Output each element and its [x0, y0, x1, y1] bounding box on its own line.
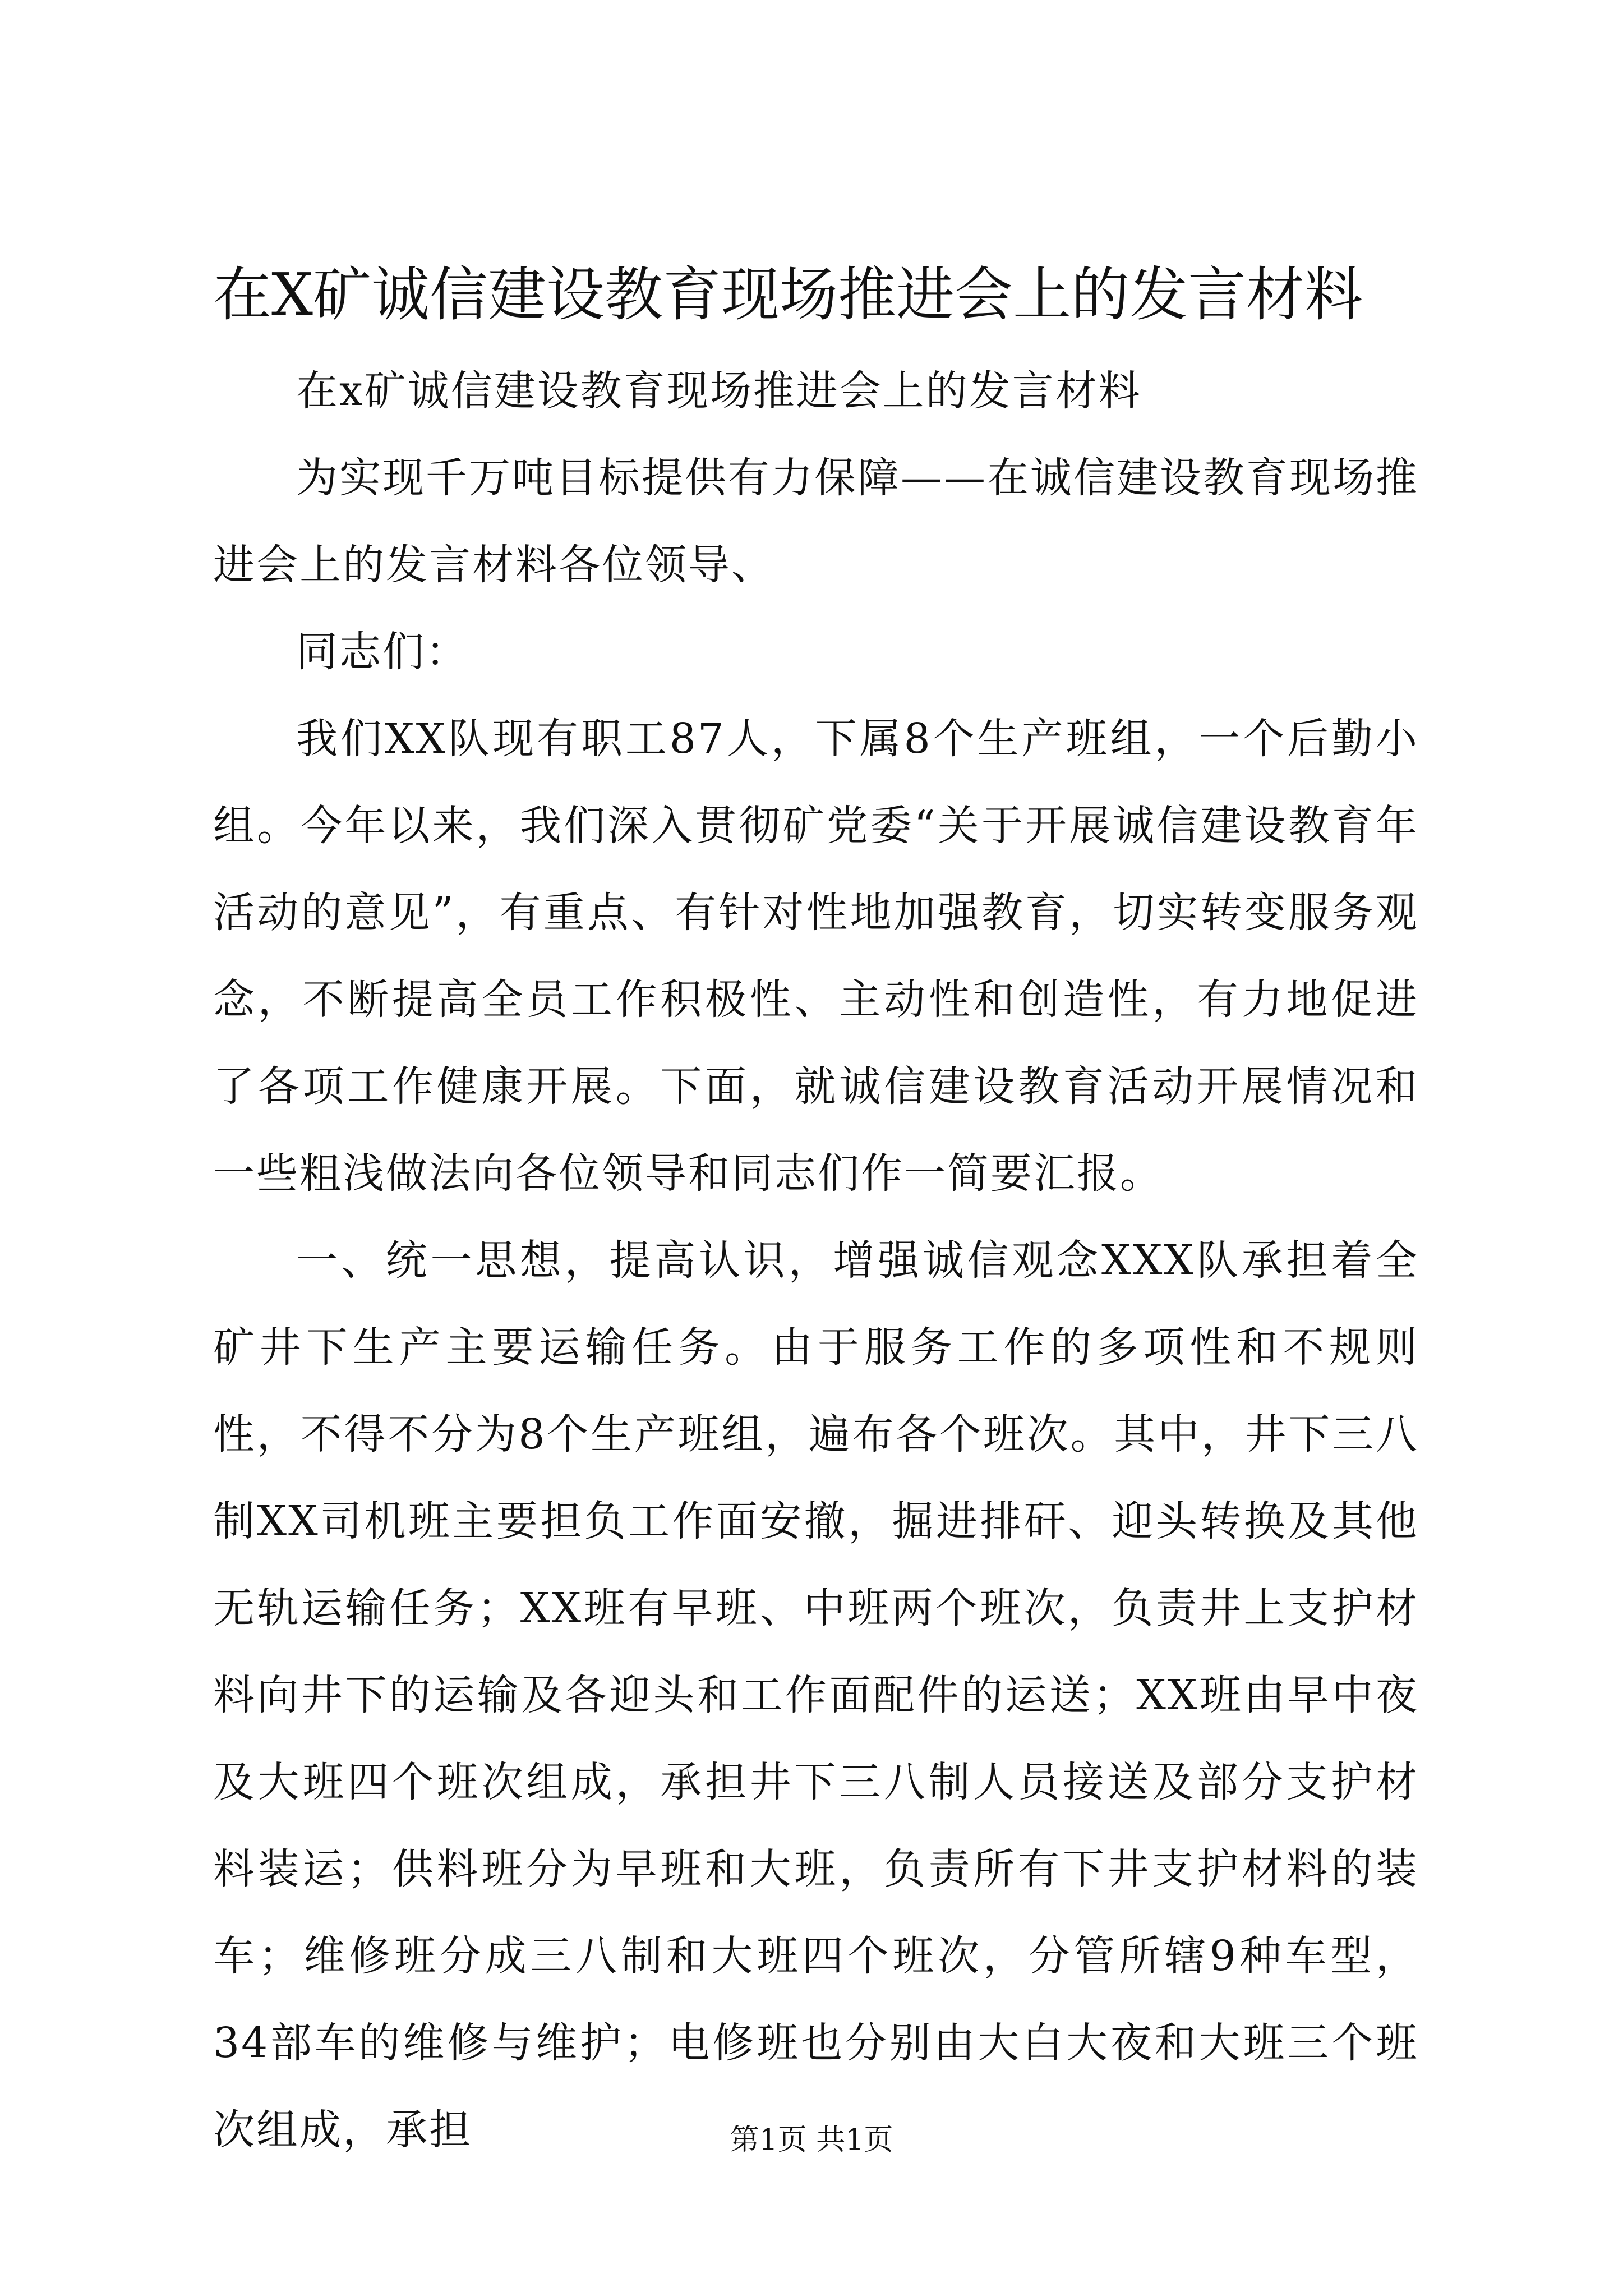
document-title: 在X矿诚信建设教育现场推进会上的发言材料 — [213, 260, 1363, 329]
paragraph-subtitle: 在x矿诚信建设教育现场推进会上的发言材料 — [296, 367, 1142, 415]
paragraph-intro: 我们XX队现有职工87人，下属8个生产班组，一个后勤小组。今年以来，我们深入贯彻矿党委“关于开展诚信建设教育年活动的意见”，有重点、有针对性地加强教育，切实转变服务观念，不断提高全员工作积极性、主动性和创造性，有力地促进了各项工作健康开展。下面，就诚信建设教育活动开展情况和一些粗浅做法向各位领导和同志们作一简要汇报。 — [213, 715, 1419, 1198]
paragraph-heading: 为实现千万吨目标提供有力保障——在诚信建设教育现场推进会上的发言材料各位领导、 — [213, 454, 1419, 589]
paragraph-section-one: 一、统一思想，提高认识，增强诚信观念XXX队承担着全矿井下生产主要运输任务。由于服务工作的多项性和不规则性，不得不分为8个生产班组，遍布各个班次。其中，井下三八制XX司机班主要担负工作面安撤，掘进排矸、迎头转换及其他无轨运输任务；XX班有早班、中班两个班次，负责井上支护材料向井下的运输及各迎头和工作面配件的运送；XX班由早中夜及大班四个班次组成，承担井下三八制人员接送及部分支护材料装运；供料班分为早班和大班，负责所有下井支护材料的装车；维修班分成三八制和大班四个班次，分管所辖9种车型，34部车的维修与维护；电修班也分别由大白大夜和大班三个班次组成，承担 — [213, 1236, 1419, 2154]
paragraph-salutation: 同志们： — [296, 628, 469, 676]
document-body — [213, 348, 1419, 2174]
page-footer: 第1页 共1页 — [730, 2123, 893, 2157]
